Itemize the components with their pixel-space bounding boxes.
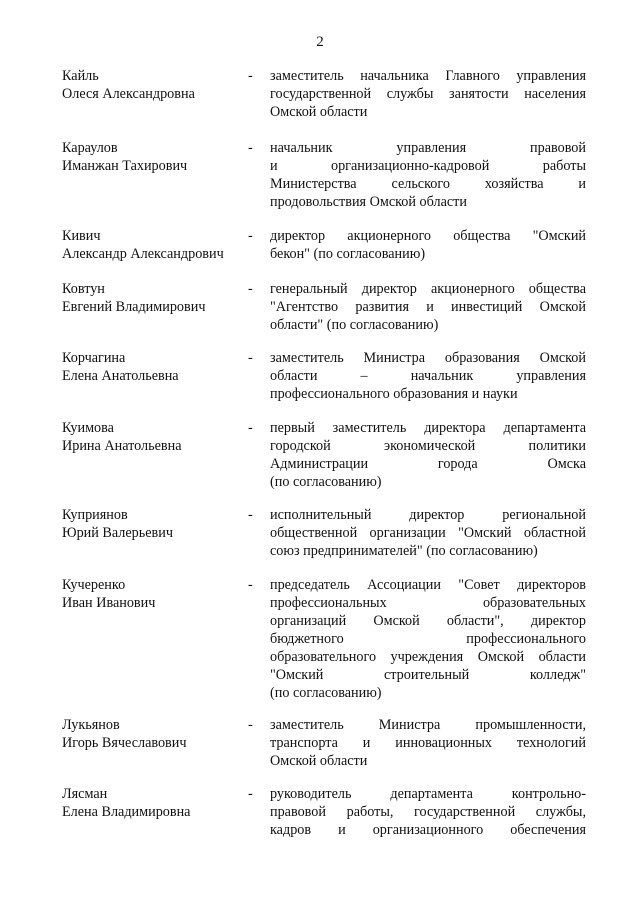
position-line: бюджетного профессионального xyxy=(270,631,586,647)
member-position xyxy=(270,785,586,839)
position-line: профессионального образования и науки xyxy=(270,386,518,402)
member-given-names: Юрий Валерьевич xyxy=(62,525,173,541)
position-line: (по согласованию) xyxy=(270,685,382,701)
member-position xyxy=(270,576,586,702)
member-position xyxy=(270,280,586,334)
member-surname: Кучеренко xyxy=(62,577,126,593)
position-line: председатель Ассоциации "Совет директоров xyxy=(270,577,586,593)
member-name xyxy=(62,716,242,752)
name-position-separator: - xyxy=(248,420,253,436)
member-surname: Куимова xyxy=(62,420,114,436)
member-given-names: Игорь Вячеславович xyxy=(62,735,187,751)
member-given-names: Елена Владимировна xyxy=(62,804,191,820)
name-position-separator: - xyxy=(248,68,253,84)
position-line: организаций Омской области", директор xyxy=(270,613,586,629)
member-name xyxy=(62,506,242,542)
name-position-separator: - xyxy=(248,350,253,366)
position-line: заместитель начальника Главного управления xyxy=(270,68,586,84)
member-name xyxy=(62,349,242,385)
member-surname: Кайль xyxy=(62,68,99,84)
member-given-names: Иманжан Тахирович xyxy=(62,158,188,174)
member-surname: Лясман xyxy=(62,786,108,802)
position-line: правовой работы, государственной службы, xyxy=(270,804,586,820)
position-line: директор акционерного общества "Омский xyxy=(270,228,586,244)
member-surname: Кивич xyxy=(62,228,101,244)
member-surname: Куприянов xyxy=(62,507,128,523)
member-given-names: Александр Александрович xyxy=(62,246,224,262)
position-line: первый заместитель директора департамента xyxy=(270,420,586,436)
position-line: городской экономической политики xyxy=(270,438,586,454)
member-given-names: Ирина Анатольевна xyxy=(62,438,182,454)
member-position xyxy=(270,139,586,211)
member-given-names: Елена Анатольевна xyxy=(62,368,179,384)
member-given-names: Евгений Владимирович xyxy=(62,299,206,315)
member-name xyxy=(62,280,242,316)
member-surname: Корчагина xyxy=(62,350,126,366)
position-line: "Агентство развития и инвестиций Омской xyxy=(270,299,586,315)
member-given-names: Иван Иванович xyxy=(62,595,156,611)
name-position-separator: - xyxy=(248,786,253,802)
member-position xyxy=(270,716,586,770)
member-given-names: Олеся Александровна xyxy=(62,86,195,102)
member-surname: Лукьянов xyxy=(62,717,120,733)
position-line: области" (по согласованию) xyxy=(270,317,439,333)
position-line: кадров и организационного обеспечения xyxy=(270,822,586,838)
name-position-separator: - xyxy=(248,577,253,593)
position-line: генеральный директор акционерного общества xyxy=(270,281,586,297)
name-position-separator: - xyxy=(248,281,253,297)
member-name xyxy=(62,67,242,103)
position-line: "Омский строительный колледж" xyxy=(270,667,586,683)
position-line: бекон" (по согласованию) xyxy=(270,246,426,262)
member-position xyxy=(270,506,586,560)
position-line: Администрации города Омска xyxy=(270,456,586,472)
position-line: (по согласованию) xyxy=(270,474,382,490)
name-position-separator: - xyxy=(248,717,253,733)
name-position-separator: - xyxy=(248,228,253,244)
member-position xyxy=(270,67,586,121)
member-name xyxy=(62,419,242,455)
name-position-separator: - xyxy=(248,140,253,156)
position-line: заместитель Министра промышленности, xyxy=(270,717,586,733)
position-line: союз предпринимателей" (по согласованию) xyxy=(270,543,538,559)
position-line: руководитель департамента контрольно- xyxy=(270,786,586,802)
position-line: профессиональных образовательных xyxy=(270,595,586,611)
position-line: транспорта и инновационных технологий xyxy=(270,735,586,751)
member-name xyxy=(62,785,242,821)
position-line: и организационно-кадровой работы xyxy=(270,158,586,174)
member-surname: Ковтун xyxy=(62,281,105,297)
position-line: общественной организации "Омский областной xyxy=(270,525,586,541)
member-position xyxy=(270,349,586,403)
member-surname: Караулов xyxy=(62,140,118,156)
member-name xyxy=(62,139,242,175)
name-position-separator: - xyxy=(248,507,253,523)
position-line: исполнительный директор региональной xyxy=(270,507,586,523)
page-number: 2 xyxy=(316,34,324,50)
position-line: Министерства сельского хозяйства и xyxy=(270,176,586,192)
member-name xyxy=(62,227,242,263)
position-line: начальник управления правовой xyxy=(270,140,586,156)
position-line: государственной службы занятости населения xyxy=(270,86,586,102)
position-line: Омской области xyxy=(270,753,368,769)
position-line: области – начальник управления xyxy=(270,368,586,384)
position-line: продовольствия Омской области xyxy=(270,194,467,210)
position-line: образовательного учреждения Омской области xyxy=(270,649,586,665)
member-name xyxy=(62,576,242,612)
position-line: заместитель Министра образования Омской xyxy=(270,350,586,366)
member-position xyxy=(270,227,586,263)
member-position xyxy=(270,419,586,491)
position-line: Омской области xyxy=(270,104,368,120)
